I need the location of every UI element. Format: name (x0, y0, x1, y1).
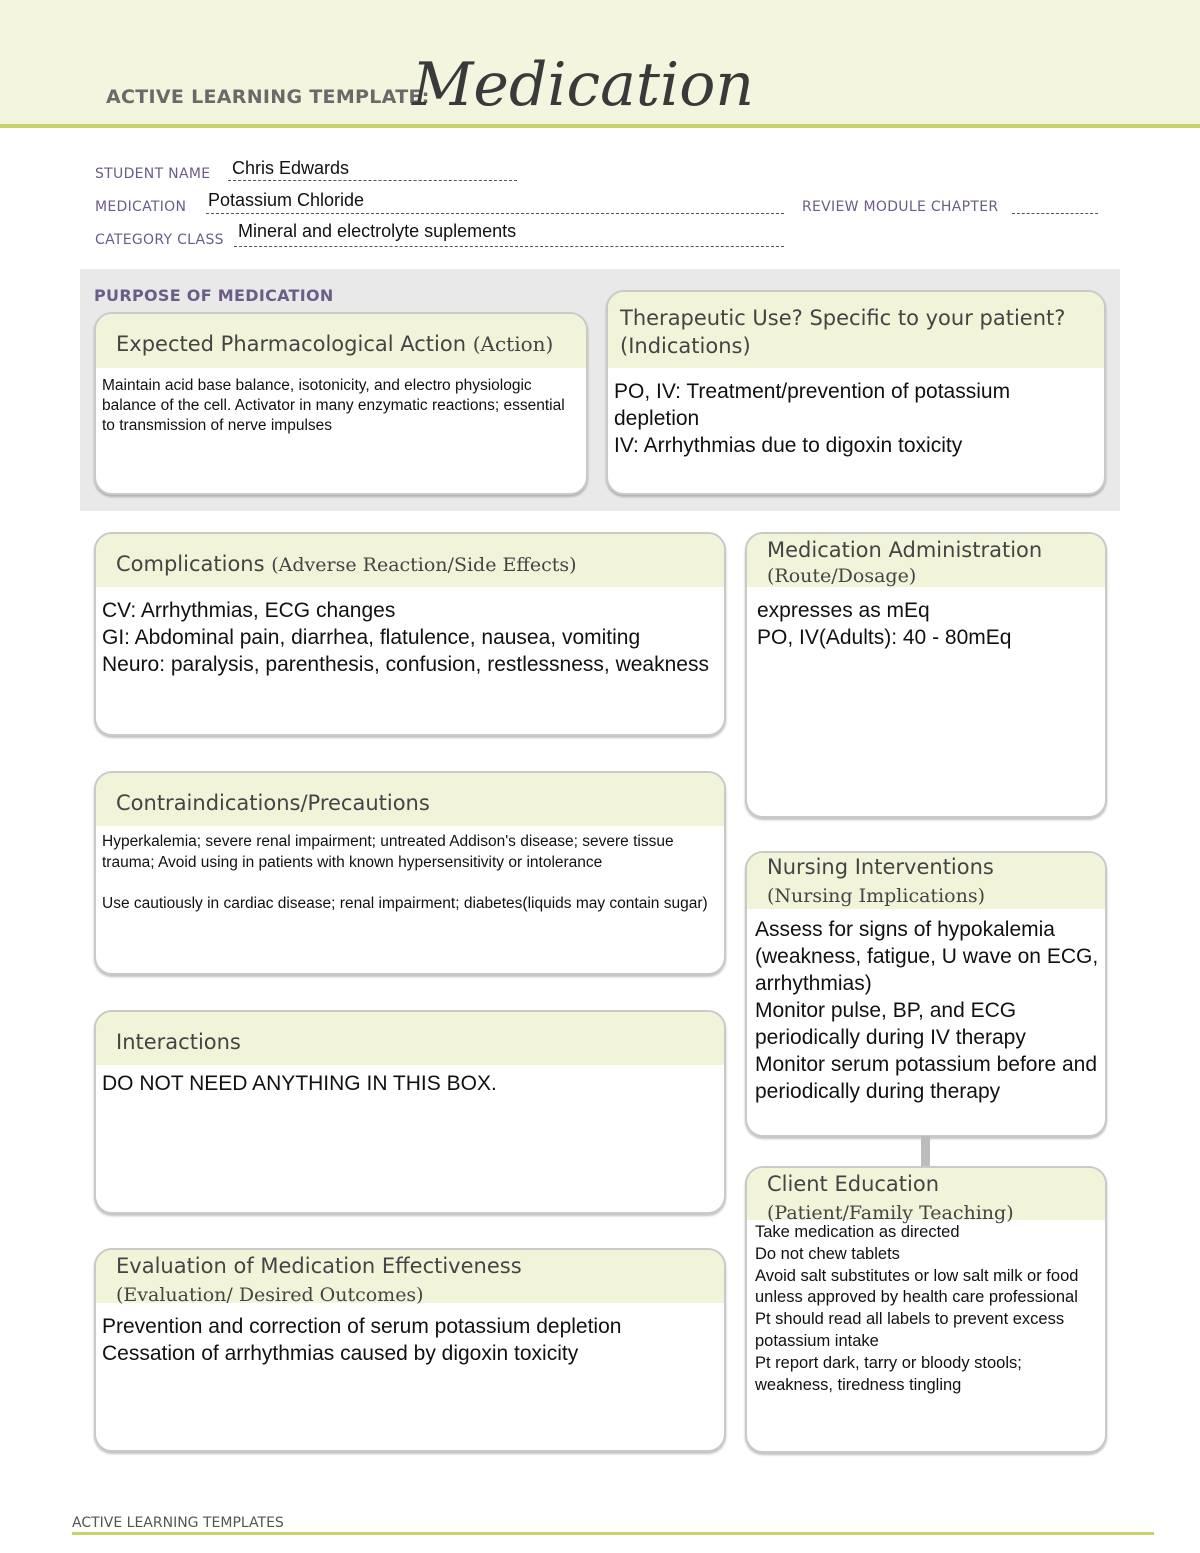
student-name-line (228, 180, 517, 181)
therapeutic-use-box (606, 290, 1106, 495)
interactions-box (94, 1010, 726, 1214)
expected-action-subtitle: (Action) (472, 332, 554, 356)
contraindications-box (94, 771, 726, 975)
expected-action-box (94, 312, 588, 495)
evaluation-text[interactable]: Prevention and correction of serum potassium depletion Cessation of arrhythmias caused by digoxin toxicity (102, 1315, 622, 1365)
therapeutic-use-title: Therapeutic Use? Specific to your patient? (620, 306, 1066, 330)
evaluation-header (96, 1250, 724, 1306)
contraindications-text[interactable]: Hyperkalemia; severe renal impairment; untreated Addison's disease; severe tissue trauma; Avoid using in patients with known hypersensitivity or intolerance Use cautiously in cardiac disease; renal impairment; diabetes(liquids may contain sugar) (102, 833, 708, 912)
complications-subtitle: (Adverse Reaction/Side Effects) (271, 554, 577, 576)
review-module-label: REVIEW MODULE CHAPTER (802, 199, 999, 215)
complications-text[interactable]: CV: Arrhythmias, ECG changes GI: Abdominal pain, diarrhea, flatulence, nausea, vomiting Neuro: paralysis, parenthesis, confusion, restlessness, weakness (102, 599, 709, 676)
nursing-text[interactable]: Assess for signs of hypokalemia (weakness, fatigue, U wave on ECG, arrhythmias) Monitor pulse, BP, and ECG periodically during IV therapy Monitor serum potassium before and periodically during therapy (755, 918, 1099, 1103)
medication-line (206, 213, 784, 214)
expected-action-title: Expected Pharmacological Action (116, 332, 467, 356)
client-education-box (745, 1166, 1107, 1453)
client-education-subtitle: (Patient/Family Teaching) (767, 1202, 1014, 1224)
evaluation-title: Evaluation of Medication Effectiveness (116, 1254, 522, 1278)
evaluation-box (94, 1248, 726, 1452)
nursing-box (745, 851, 1107, 1137)
complications-title: Complications (116, 552, 265, 576)
administration-subtitle: (Route/Dosage) (767, 565, 917, 587)
footer-label: ACTIVE LEARNING TEMPLATES (72, 1515, 284, 1531)
student-name-field[interactable]: Chris Edwards (232, 158, 350, 178)
therapeutic-use-text[interactable]: PO, IV: Treatment/prevention of potassium depletion IV: Arrhythmias due to digoxin toxicity (614, 380, 1011, 457)
category-class-line (234, 246, 784, 247)
therapeutic-use-subtitle: (Indications) (620, 334, 751, 358)
footer-rule (72, 1532, 1154, 1535)
expected-action-text[interactable]: Maintain acid base balance, isotonicity, and electro physiologic balance of the cell. Activator in many enzymatic reactions; essential to transmission of nerve impulses (102, 377, 565, 434)
evaluation-subtitle: (Evaluation/ Desired Outcomes) (116, 1284, 424, 1306)
client-education-header (747, 1168, 1105, 1224)
contraindications-title: Contraindications/Precautions (116, 791, 430, 815)
complications-box (94, 532, 726, 736)
therapeutic-use-header (608, 292, 1104, 368)
contraindications-header (96, 773, 724, 826)
expected-action-header (96, 314, 586, 368)
administration-header (747, 534, 1105, 587)
complications-header (96, 534, 724, 587)
interactions-header (96, 1012, 724, 1065)
client-education-title: Client Education (767, 1172, 940, 1196)
nursing-header (747, 853, 1105, 909)
interactions-title: Interactions (116, 1030, 241, 1054)
page-title: Medication (412, 50, 754, 120)
administration-box (745, 532, 1107, 818)
administration-text[interactable]: expresses as mEq PO, IV(Adults): 40 - 80mEq (757, 599, 1012, 649)
purpose-heading: PURPOSE OF MEDICATION (94, 286, 334, 305)
category-class-field[interactable]: Mineral and electrolyte suplements (238, 221, 517, 241)
medication-label: MEDICATION (95, 199, 187, 215)
medication-field[interactable]: Potassium Chloride (208, 190, 365, 210)
student-name-label: STUDENT NAME (95, 166, 211, 182)
client-education-text[interactable]: Take medication as directed Do not chew tablets Avoid salt substitutes or low salt milk or food unless approved by health care professional Pt should read all labels to prevent excess potassium intake Pt report dark, tarry or bloody stools; weakness, tiredness tingling (755, 1223, 1079, 1394)
category-class-label: CATEGORY CLASS (95, 232, 224, 248)
interactions-text[interactable]: DO NOT NEED ANYTHING IN THIS BOX. (102, 1072, 497, 1095)
template-label: ACTIVE LEARNING TEMPLATE: (106, 86, 430, 108)
review-module-line (1012, 213, 1098, 214)
connector-line (921, 1136, 930, 1166)
nursing-title: Nursing Interventions (767, 855, 994, 879)
nursing-subtitle: (Nursing Implications) (767, 885, 985, 907)
administration-title: Medication Administration (767, 538, 1043, 562)
